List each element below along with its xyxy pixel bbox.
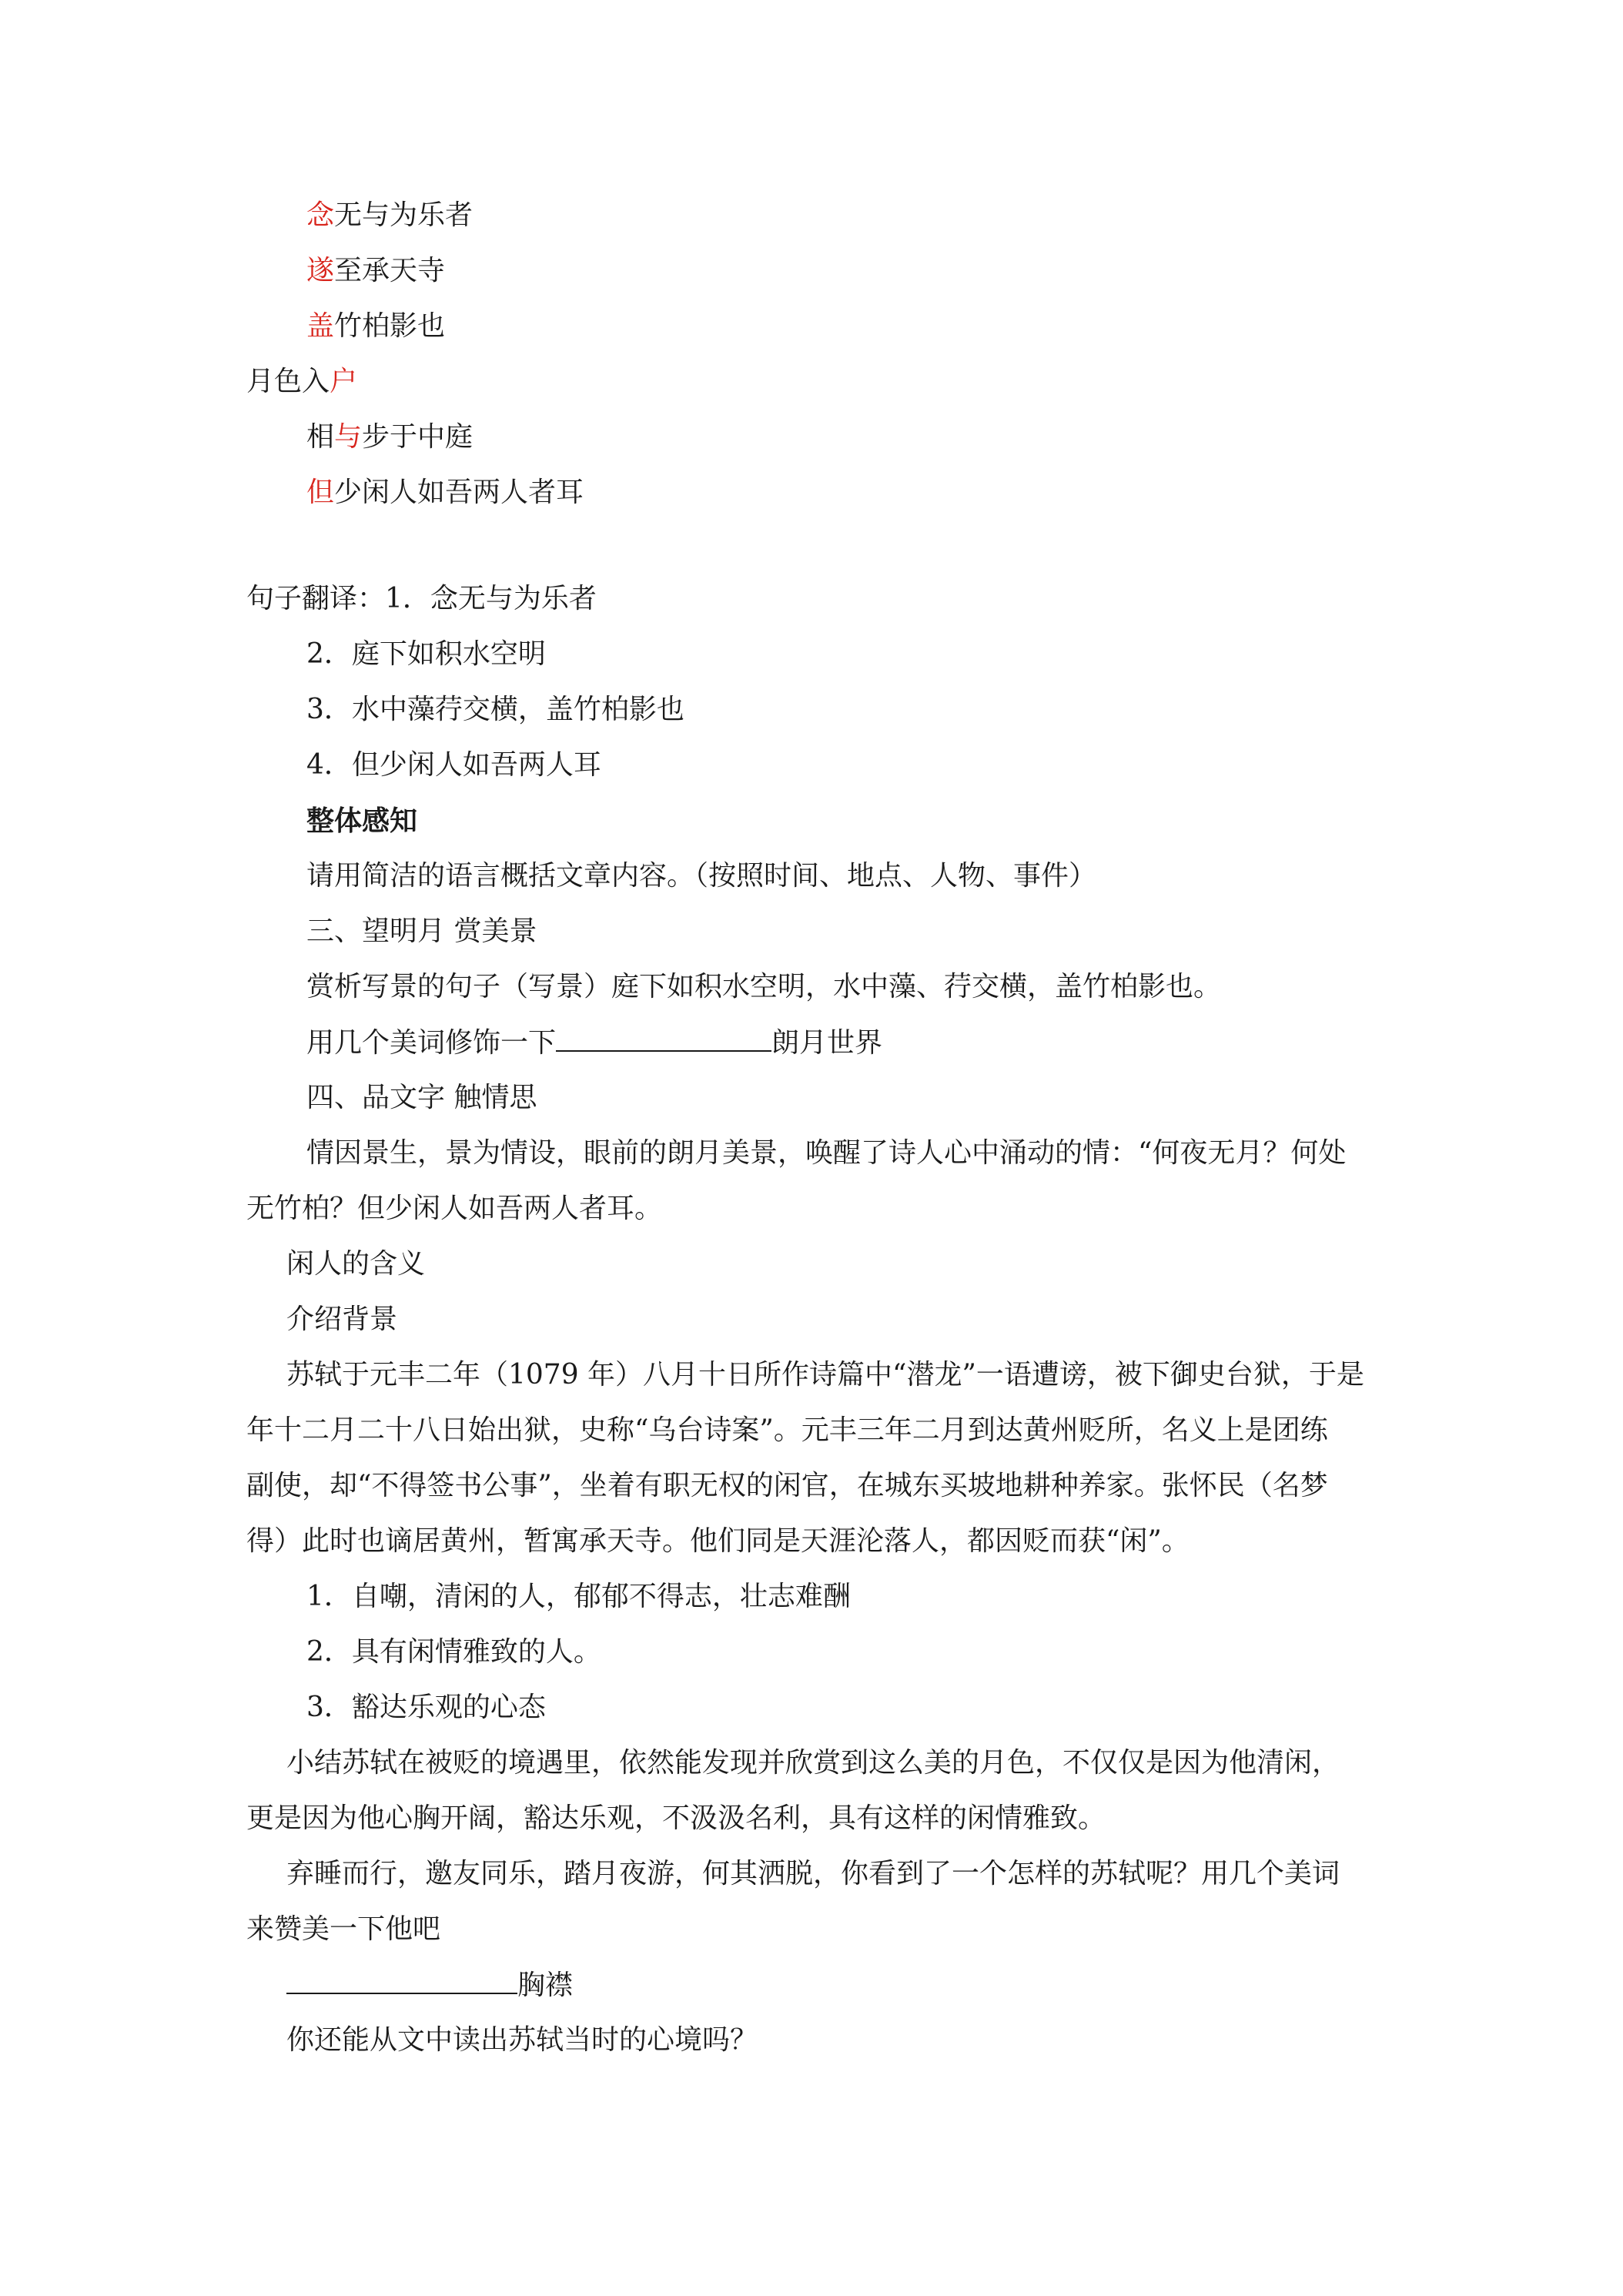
section3-fill-line: 用几个美词修饰一下 朗月世界 <box>306 1024 1446 1062</box>
section4-para: 情因景生，景为情设，眼前的朗月美景，唤醒了诗人心中涌动的情：“何夜无月？何处 <box>306 1137 1347 1169</box>
fill-line-2: 胸襟 <box>286 1966 1426 2004</box>
section3-heading: 三、望明月 赏美景 <box>306 915 537 947</box>
note-line-yu: 相与步于中庭 <box>306 421 474 453</box>
summary-para: 更是因为他心胸开阔，豁达乐观，不汲汲名利，具有这样的闲情雅致。 <box>246 1802 1106 1834</box>
key-char: 盖 <box>306 310 335 342</box>
translation-item: 4．但少闲人如吾两人耳 <box>306 749 601 781</box>
background-para: 年十二月二十八日始出狱，史称“乌台诗案”。元丰三年二月到达黄州贬所，名义上是团练 <box>246 1414 1328 1446</box>
translation-item: 3．水中藻荇交横，盖竹柏影也 <box>306 694 684 725</box>
section4-heading: 四、品文字 触情思 <box>306 1082 537 1113</box>
overview-prompt: 请用简洁的语言概括文章内容。（按照时间、地点、人物、事件） <box>306 860 1097 892</box>
fill-blank[interactable] <box>286 1966 517 1994</box>
key-char: 念 <box>306 199 335 231</box>
point-item: 2．具有闲情雅致的人。 <box>306 1636 601 1668</box>
question-para: 来赞美一下他吧 <box>246 1913 441 1945</box>
section3-line1: 赏析写景的句子（写景）庭下如积水空明，水中藻、荇交横，盖竹柏影也。 <box>306 971 1222 1002</box>
background-para: 苏轼于元丰二年（1079 年）八月十日所作诗篇中“潜龙”一语遭谤，被下御史台狱，于是 <box>286 1359 1364 1391</box>
translation-line-1: 句子翻译：1．念无与为乐者 <box>246 583 597 614</box>
background-label: 介绍背景 <box>286 1304 398 1335</box>
point-item: 1．自嘲，清闲的人，郁郁不得志，壮志难酬 <box>306 1581 851 1612</box>
summary-para: 小结苏轼在被贬的境遇里，依然能发现并欣赏到这么美的月色，不仅仅是因为他清闲， <box>286 1747 1340 1779</box>
note-line-sui: 遂至承天寺 <box>306 255 446 286</box>
background-para: 副使，却“不得签书公事”，坐着有职无权的闲官，在城东买坡地耕种养家。张怀民（名梦 <box>246 1470 1328 1501</box>
key-char: 但 <box>306 477 335 508</box>
final-question: 你还能从文中读出苏轼当时的心境吗？ <box>286 2024 758 2056</box>
note-line-dan: 但少闲人如吾两人者耳 <box>306 477 584 508</box>
meaning-label: 闲人的含义 <box>286 1248 426 1280</box>
key-char: 与 <box>334 421 363 453</box>
note-line-hu: 月色入户 <box>246 366 358 397</box>
section4-para: 无竹柏？但少闲人如吾两人者耳。 <box>246 1193 663 1224</box>
point-item: 3．豁达乐观的心态 <box>306 1692 546 1723</box>
key-char: 户 <box>330 366 358 397</box>
overview-heading: 整体感知 <box>306 805 418 837</box>
translation-item: 2．庭下如积水空明 <box>306 638 546 670</box>
note-line-nian: 念无与为乐者 <box>306 199 474 231</box>
background-para: 得）此时也谪居黄州，暂寓承天寺。他们同是天涯沦落人，都因贬而获“闲”。 <box>246 1525 1190 1557</box>
note-line-gai: 盖竹柏影也 <box>306 310 446 342</box>
key-char: 遂 <box>306 255 335 286</box>
fill-blank[interactable] <box>556 1024 771 1052</box>
question-para: 弃睡而行，邀友同乐，踏月夜游，何其洒脱，你看到了一个怎样的苏轼呢？用几个美词 <box>286 1858 1340 1889</box>
